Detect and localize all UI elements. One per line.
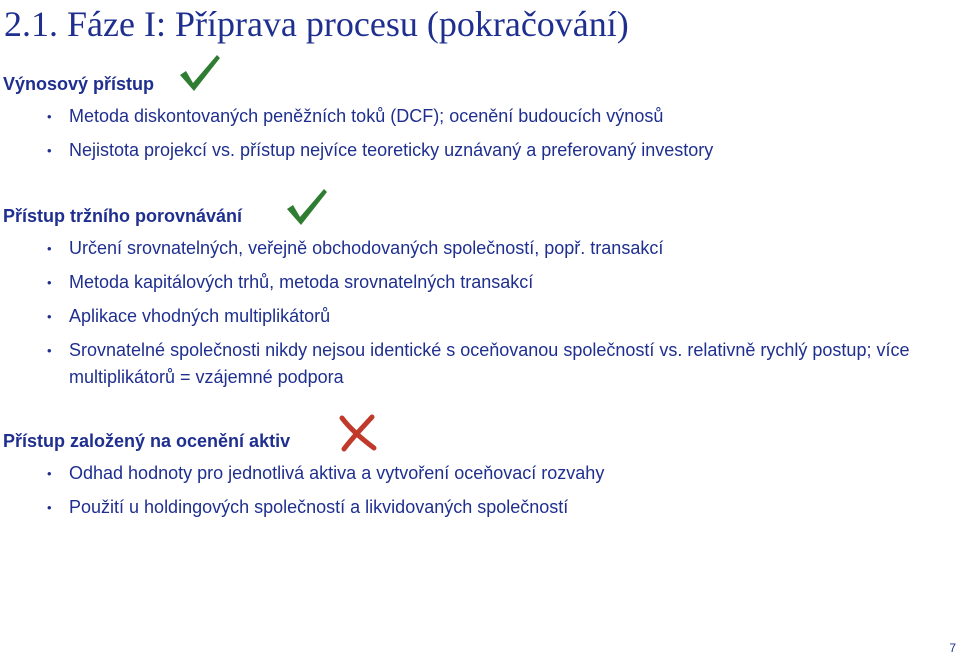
section-heading-text: Výnosový přístup [3, 74, 155, 94]
bullet-icon: • [47, 343, 52, 358]
page-number: 7 [949, 641, 956, 655]
section-heading-text: Přístup založený na ocenění aktiv [3, 431, 291, 451]
page-title: 2.1. Fáze I: Příprava procesu (pokračování) [4, 4, 629, 44]
section-income-approach: Výnosový přístup • Metoda diskontovaných peněžních toků (DCF); ocenění budoucích výnosů • Nejistota projekcí vs. přístup nejvíce teoreticky uznávaný a preferovaný investory [0, 67, 960, 97]
bullet-icon: • [47, 241, 52, 256]
section-heading-text: Přístup tržního porovnávání [3, 206, 243, 226]
bullet-icon: • [47, 309, 52, 324]
cross-icon [336, 414, 380, 452]
bullet-icon: • [47, 275, 52, 290]
section-market-approach: Přístup tržního porovnávání • Určení srovnatelných, veřejně obchodovaných společností, popř. transakcí • Metoda kapitálových trhů, metoda srovnatelných transakcí • Aplikace vhodných multiplikátorů • Srovnatelné společnosti nikdy nejsou identické s oceňovanou společností vs. relativně rychlý postup; více multiplikátorů = vzájemné podpora [0, 199, 960, 229]
check-icon [284, 187, 328, 227]
section-heading [0, 199, 960, 229]
bullet-icon: • [47, 143, 52, 158]
check-icon [177, 53, 221, 93]
section-asset-approach: Přístup založený na ocenění aktiv • Odhad hodnoty pro jednotlivá aktiva a vytvoření oceňovací rozvahy • Použití u holdingových společností a likvidovaných společností [0, 424, 960, 454]
section-heading [0, 67, 960, 97]
bullet-icon: • [47, 109, 52, 124]
bullet-icon: • [47, 500, 52, 515]
bullet-icon: • [47, 466, 52, 481]
section-heading [0, 424, 960, 454]
